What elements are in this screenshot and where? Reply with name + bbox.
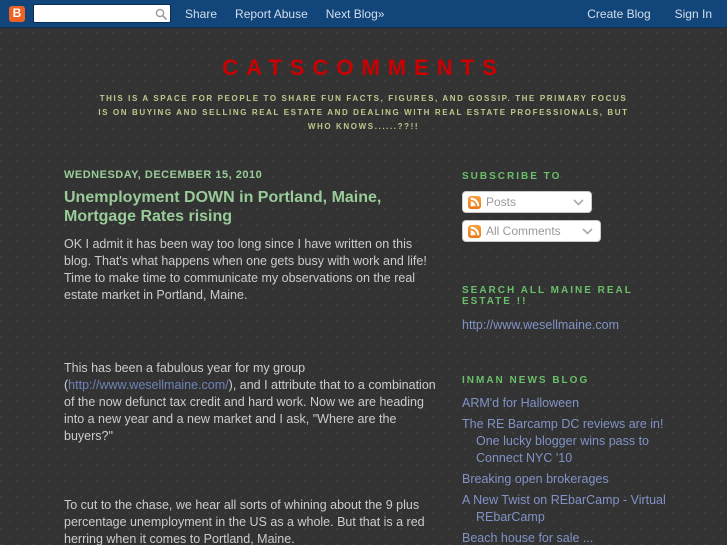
- inman-link-brokerages[interactable]: Breaking open brokerages: [462, 472, 609, 486]
- navbar-search: [33, 4, 171, 24]
- post-paragraph-2: [64, 360, 442, 445]
- nav-link-share[interactable]: Share: [185, 6, 218, 21]
- wesellmaine-sidebar-link[interactable]: http://www.wesellmaine.com: [462, 318, 620, 332]
- nav-link-next-blog[interactable]: Next Blog»: [325, 6, 385, 21]
- nav-link-sign-in[interactable]: Sign In: [674, 6, 712, 21]
- inman-link-barcamp-dc[interactable]: The RE Barcamp DC reviews are in! One lucky blogger wins pass to Connect NYC '10: [462, 417, 664, 465]
- paragraph-2-text-post: ), and I attribute that to a combination of the now defunct tax credit and hard work. Now we are heading into a new year and a new market and I ask, "Where are the buyers?": [64, 378, 436, 443]
- post-date: WEDNESDAY, DECEMBER 15, 2010: [64, 169, 263, 181]
- post-title[interactable]: Unemployment DOWN in Portland, Maine, Mortgage Rates rising: [64, 189, 382, 225]
- rss-feed-icon: [468, 225, 481, 238]
- paragraph-2-text-pre: This has been a fabulous year for my group (: [64, 361, 306, 392]
- blog-header: [0, 28, 727, 134]
- inman-news-heading: INMAN NEWS BLOG: [462, 375, 590, 386]
- subscribe-posts-dropdown[interactable]: [462, 191, 592, 213]
- post-paragraph-1: OK I admit it has been way too long since I have written on this blog. That's what happens when one gets busy with work and life! Time to make time to communicate my observations on the real estate market in Portland, Maine.: [64, 237, 427, 302]
- chevron-down-icon: [582, 222, 593, 240]
- blogger-navbar: [0, 0, 727, 28]
- subscribe-comments-label: All Comments: [486, 224, 561, 238]
- main-column: [64, 169, 442, 545]
- navbar-right: [587, 7, 727, 21]
- nav-link-report-abuse[interactable]: Report Abuse: [235, 6, 308, 21]
- post-body: [64, 236, 442, 545]
- subscribe-comments-dropdown[interactable]: [462, 220, 601, 242]
- search-maine-heading: SEARCH ALL MAINE REAL ESTATE !!: [462, 285, 633, 307]
- search-icon[interactable]: [155, 7, 167, 25]
- inman-news-list: [462, 395, 670, 545]
- post-paragraph-3: To cut to the chase, we hear all sorts of whining about the 9 plus percentage unemployment in the US as a whole. But that is a red herring when it comes to Portland, Maine.: [64, 498, 425, 545]
- chevron-down-icon: [573, 193, 584, 211]
- blog-title[interactable]: CATSCOMMENTS: [222, 55, 505, 80]
- nav-link-create-blog[interactable]: Create Blog: [587, 6, 651, 21]
- sidebar: [462, 171, 674, 545]
- subscribe-heading: SUBSCRIBE TO: [462, 171, 562, 182]
- search-input[interactable]: [33, 4, 171, 23]
- blogger-logo-icon[interactable]: B: [9, 6, 25, 22]
- rss-feed-icon: [468, 196, 481, 209]
- inman-link-beach-house[interactable]: Beach house for sale ...: [462, 531, 594, 545]
- subscribe-posts-label: Posts: [486, 195, 517, 209]
- blog-description: THIS IS A SPACE FOR PEOPLE TO SHARE FUN FACTS, FIGURES, AND GOSSIP. THE PRIMARY FOCUS IS ON BUYING AND SELLING REAL ESTATE AND DEALING WITH REAL ESTATE PROFESSIONALS, BUT WHO KNOWS......??!!: [98, 94, 629, 131]
- inman-link-rebarcamp[interactable]: A New Twist on REbarCamp - Virtual REbarCamp: [462, 493, 666, 524]
- wesellmaine-inline-link[interactable]: http://www.wesellmaine.com/: [68, 378, 229, 392]
- inman-link-halloween[interactable]: ARM'd for Halloween: [462, 396, 580, 410]
